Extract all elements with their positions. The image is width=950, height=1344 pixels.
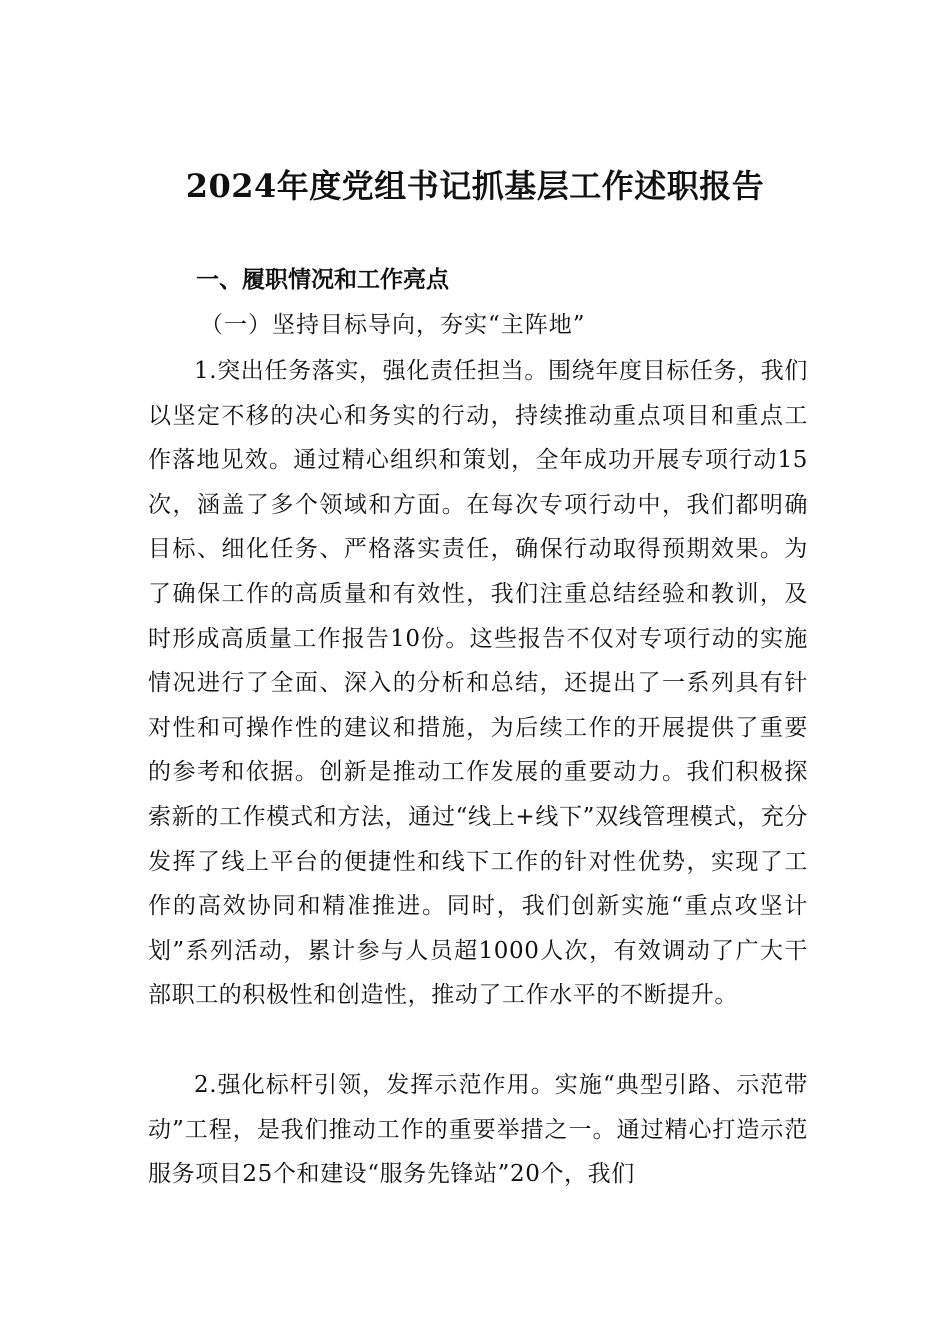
subsection-heading: （一）坚持目标导向，夯实“主阵地” — [200, 312, 586, 338]
paragraph-1-block — [148, 349, 808, 1018]
paragraph: 1.突出任务落实，强化责任担当。围绕年度目标任务，我们以坚定不移的决心和务实的行动，持续推动重点项目和重点工作落地见效。通过精心组织和策划，全年成功开展专项行动15次，涵盖了多个领域和方面。在每次专项行动中，我们都明确目标、细化任务、严格落实责任，确保行动取得预期效果。为了确保工作的高质量和有效性，我们注重总结经验和教训，及时形成高质量工作报告10份。这些报告不仅对专项行动的实施情况进行了全面、深入的分析和总结，还提出了一系列具有针对性和可操作性的建议和措施，为后续工作的开展提供了重要的参考和依据。创新是推动工作发展的重要动力。我们积极探索新的工作模式和方法，通过“线上+线下”双线管理模式，充分发挥了线上平台的便捷性和线下工作的针对性优势，实现了工作的高效协同和精准推进。同时，我们创新实施“重点攻坚计划”系列活动，累计参与人员超1000人次，有效调动了广大干部职工的积极性和创造性，推动了工作水平的不断提升。 — [148, 358, 808, 1009]
document-title: 2024年度党组书记抓基层工作述职报告 — [185, 167, 765, 205]
section-heading: 一、履职情况和工作亮点 — [196, 267, 449, 293]
paragraph: 2.强化标杆引领，发挥示范作用。实施“典型引路、示范带动”工程，是我们推动工作的重要举措之一。通过精心打造示范服务项目25个和建设“服务先锋站”20个，我们 — [148, 1072, 808, 1188]
paragraph-2-block — [148, 1063, 808, 1197]
